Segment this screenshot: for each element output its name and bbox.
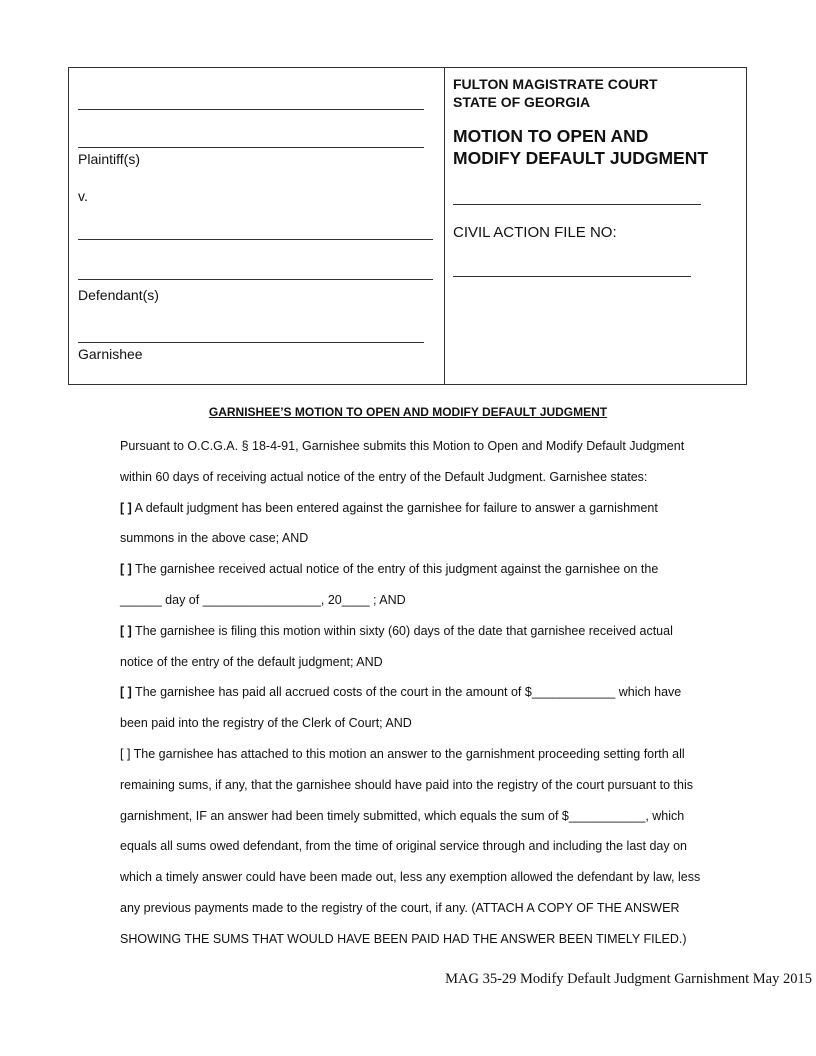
court-state: STATE OF GEORGIA (453, 94, 591, 110)
item-5-line-6: any previous payments made to the registry of the court, if any. (ATTACH A COPY OF THE ANSWER (120, 900, 680, 915)
item-1-line-2: summons in the above case; AND (120, 531, 309, 546)
case-caption-box (68, 67, 747, 385)
plaintiff-label: Plaintiff(s) (78, 151, 140, 167)
item-3-line-2: notice of the entry of the default judgment; AND (120, 654, 383, 669)
item-2-date-line[interactable]: ______ day of _________________, 20____ ; AND (120, 592, 406, 607)
caption-divider (444, 68, 445, 384)
item-5-line-1[interactable]: [ ] The garnishee has attached to this motion an answer to the garnishment proceeding setting forth all (120, 746, 685, 761)
item-1-line-1 (120, 493, 760, 524)
judge-line[interactable] (453, 204, 701, 205)
item-2-text: The garnishee received actual notice of the entry of this judgment against the garnishee on the (131, 562, 659, 577)
item-5-line-7: SHOWING THE SUMS THAT WOULD HAVE BEEN PAID HAD THE ANSWER BEEN TIMELY FILED.) (120, 931, 687, 946)
item-1-text: A default judgment has been entered against the garnishee for failure to answer a garnishment (131, 500, 658, 515)
item-3-checkbox[interactable]: [ ] (120, 623, 132, 638)
item-4-line-2: been paid into the registry of the Clerk of Court; AND (120, 716, 412, 731)
item-4-text: The garnishee has paid all accrued costs of the court in the amount of $____________ which have (131, 685, 682, 700)
civil-action-label: CIVIL ACTION FILE NO: (453, 224, 617, 241)
file-number-line[interactable] (453, 276, 691, 277)
form-heading: GARNISHEE’S MOTION TO OPEN AND MODIFY DEFAULT JUDGMENT (208, 405, 608, 419)
plaintiff-line-1[interactable] (78, 109, 424, 110)
defendant-line-1[interactable] (78, 239, 433, 240)
item-4-line-1 (120, 677, 760, 708)
motion-title-line-1: MOTION TO OPEN AND (453, 126, 649, 146)
versus-label: v. (78, 188, 88, 204)
garnishee-line[interactable] (78, 342, 424, 343)
court-name: FULTON MAGISTRATE COURT (453, 76, 658, 92)
form-footer: MAG 35-29 Modify Default Judgment Garnishment May 2015 (445, 971, 812, 987)
item-5-line-4: equals all sums owed defendant, from the time of original service through and including the last day on (120, 839, 687, 854)
item-5-line-5: which a timely answer could have been made out, less any exemption allowed the defendant by law, less (120, 870, 701, 885)
item-5-line-3[interactable]: garnishment, IF an answer had been timely submitted, which equals the sum of $___________, which (120, 808, 685, 823)
defendant-label: Defendant(s) (78, 287, 159, 303)
item-3-line-1 (120, 616, 760, 647)
motion-title-line-2: MODIFY DEFAULT JUDGMENT (453, 148, 709, 168)
defendant-line-2[interactable] (78, 279, 433, 280)
motion-body (120, 431, 760, 955)
intro-line-2: within 60 days of receiving actual notice of the entry of the Default Judgment. Garnishee states: (120, 469, 648, 484)
item-4-checkbox[interactable]: [ ] (120, 685, 132, 700)
garnishee-label: Garnishee (78, 346, 143, 362)
item-2-checkbox[interactable]: [ ] (120, 562, 132, 577)
item-2-line-1 (120, 554, 760, 585)
item-1-checkbox[interactable]: [ ] (120, 500, 132, 515)
plaintiff-line-2[interactable] (78, 147, 424, 148)
item-5-line-2: remaining sums, if any, that the garnishee should have paid into the registry of the court pursuant to this (120, 777, 694, 792)
intro-line-1: Pursuant to O.C.G.A. § 18-4-91, Garnishee submits this Motion to Open and Modify Default Judgment (120, 439, 685, 453)
item-3-text: The garnishee is filing this motion within sixty (60) days of the date that garnishee received actual (131, 623, 673, 638)
